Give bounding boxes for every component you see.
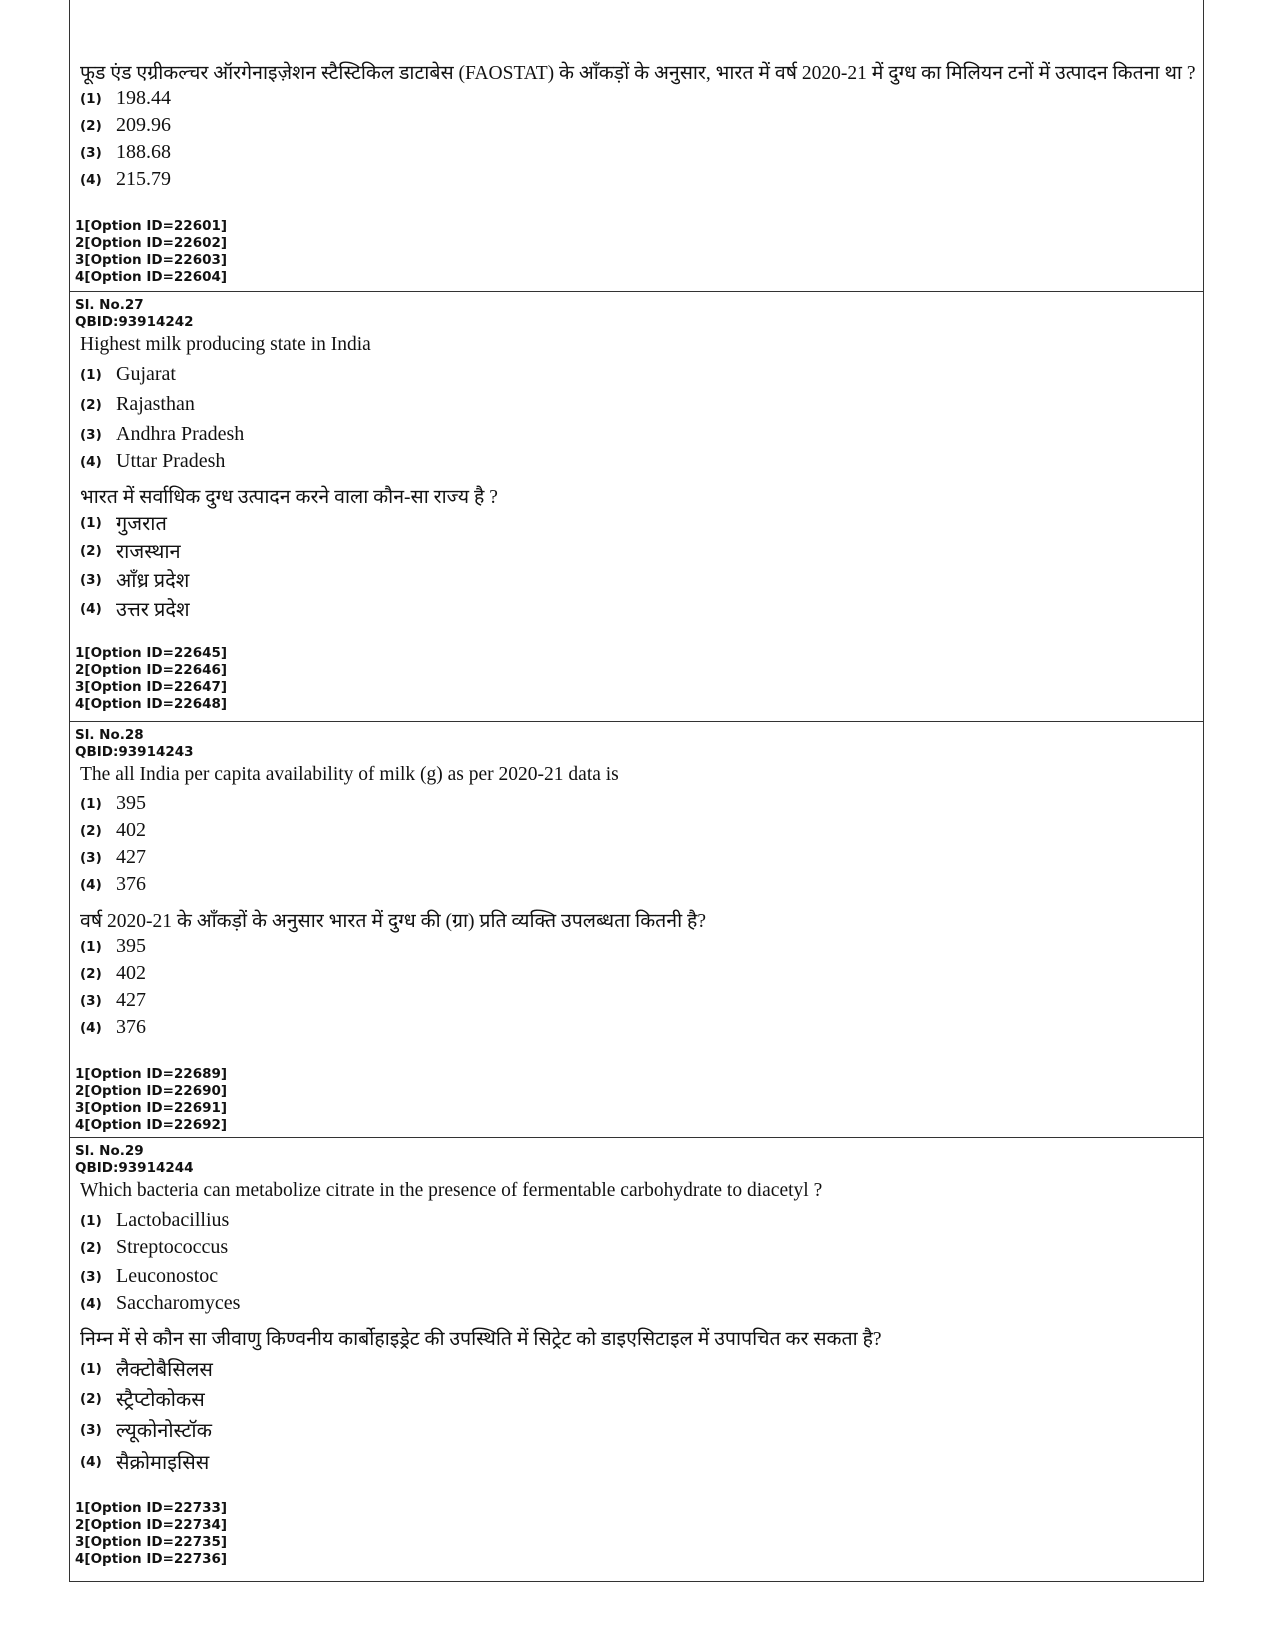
option-number: (3) [80,849,102,866]
option-4 [80,1448,209,1476]
option-number: (4) [80,876,102,893]
option-text: Saccharomyces [116,1292,241,1314]
option-2 [80,114,171,142]
option-4 [80,1292,240,1320]
option-text: 427 [116,989,146,1011]
option-id-list [75,218,227,286]
option-text: Rajasthan [116,393,195,415]
option-number: (4) [80,1453,102,1470]
option-number: (1) [80,1212,102,1229]
question-meta [75,727,194,761]
option-id: 1[Option ID=22601] [75,218,228,234]
question-text-hindi: भारत में सर्वाधिक दुग्ध उत्पादन करने वाला कौन-सा राज्य है ? [80,487,498,508]
option-id: 2[Option ID=22690] [75,1083,228,1099]
option-text: Andhra Pradesh [116,423,245,445]
option-text: लैक्टोबैसिलस [116,1359,213,1381]
option-text: Gujarat [116,363,176,385]
option-text: 376 [116,1016,146,1038]
option-number: (4) [80,600,102,617]
option-4 [80,595,190,623]
option-text: सैक्रोमाइसिस [116,1452,210,1474]
question-text-hindi: फूड एंड एग्रीकल्चर ऑरगेनाइज़ेशन स्टैस्टिकिल डाटाबेस (FAOSTAT) के आँकड़ों के अनुसार, भारत में वर्ष 2020-21 में दुग्ध का मिलियन टनों में उत्पादन कितना था ? [80,63,1196,84]
option-number: (4) [80,171,102,188]
question-text-english: Highest milk producing state in India [80,334,371,355]
option-number: (2) [80,1239,102,1256]
option-text: Leuconostoc [116,1265,219,1287]
option-text: 395 [116,935,146,957]
option-text: 198.44 [116,87,171,109]
question-text-hindi: निम्न में से कौन सा जीवाणु किण्वनीय कार्बोहाइड्रेट की उपस्थिति में सिट्रेट को डाइएसिटाइल में उपापचित कर सकता है? [80,1329,882,1350]
option-4 [80,1016,146,1044]
option-1 [80,1209,229,1237]
option-1 [80,1355,213,1383]
option-text: राजस्थान [116,541,181,563]
option-number: (3) [80,992,102,1009]
option-number: (1) [80,938,102,955]
option-3 [80,846,146,874]
option-id-list [75,645,227,713]
serial-number: Sl. No.28 [75,727,144,743]
option-text: Lactobacillius [116,1209,230,1231]
option-id: 2[Option ID=22602] [75,235,228,251]
option-2 [80,962,146,990]
option-number: (4) [80,453,102,470]
option-number: (2) [80,396,102,413]
option-id: 4[Option ID=22604] [75,269,228,285]
option-id: 3[Option ID=22691] [75,1100,228,1116]
option-id: 1[Option ID=22733] [75,1500,228,1516]
option-number: (4) [80,1019,102,1036]
option-id: 2[Option ID=22734] [75,1517,228,1533]
option-text: 209.96 [116,114,171,136]
qbid: QBID:93914244 [75,1160,194,1176]
option-2 [80,819,146,847]
option-number: (3) [80,1421,102,1438]
serial-number: Sl. No.29 [75,1143,144,1159]
option-number: (2) [80,822,102,839]
option-text: ल्यूकोनोस्टॉक [116,1420,212,1442]
option-text: स्ट्रैप्टोकोकस [116,1389,205,1411]
option-id: 4[Option ID=22692] [75,1117,228,1133]
option-id-list [75,1066,227,1134]
option-id: 1[Option ID=22689] [75,1066,228,1082]
option-number: (1) [80,1360,102,1377]
option-number: (2) [80,1390,102,1407]
option-2 [80,537,181,565]
qbid: QBID:93914243 [75,744,194,760]
option-number: (3) [80,426,102,443]
option-4 [80,168,171,196]
option-3 [80,989,146,1017]
option-number: (1) [80,90,102,107]
option-4 [80,450,225,478]
qbid: QBID:93914242 [75,314,194,330]
option-3 [80,423,244,451]
option-1 [80,935,146,963]
option-text: 188.68 [116,141,171,163]
option-1 [80,87,171,115]
question-meta [75,1143,194,1177]
option-number: (4) [80,1295,102,1312]
option-text: 427 [116,846,146,868]
option-3 [80,141,171,169]
option-2 [80,1236,228,1264]
question-meta [75,297,194,331]
question-text-english: The all India per capita availability of milk (g) as per 2020-21 data is [80,764,619,785]
question-block-26 [70,0,1203,292]
option-text: 395 [116,792,146,814]
option-id: 3[Option ID=22735] [75,1534,228,1550]
option-id: 1[Option ID=22645] [75,645,228,661]
option-4 [80,873,146,901]
option-3 [80,566,189,594]
option-number: (1) [80,514,102,531]
option-1 [80,792,146,820]
option-number: (3) [80,144,102,161]
option-number: (2) [80,965,102,982]
option-2 [80,393,195,421]
option-text: उत्तर प्रदेश [116,599,190,621]
option-id-list [75,1500,227,1568]
option-text: 376 [116,873,146,895]
option-id: 4[Option ID=22648] [75,696,228,712]
option-text: 215.79 [116,168,171,190]
option-id: 2[Option ID=22646] [75,662,228,678]
question-paper-page [69,0,1204,1582]
option-text: 402 [116,962,146,984]
option-number: (2) [80,542,102,559]
option-1 [80,509,167,537]
option-3 [80,1265,218,1293]
option-number: (3) [80,1268,102,1285]
option-number: (1) [80,366,102,383]
option-number: (3) [80,571,102,588]
question-block-29 [70,1138,1203,1582]
option-text: गुजरात [116,513,167,535]
question-text-english: Which bacteria can metabolize citrate in the presence of fermentable carbohydrate to diacetyl ? [80,1180,823,1201]
option-text: Streptococcus [116,1236,229,1258]
option-id: 3[Option ID=22603] [75,252,228,268]
option-2 [80,1385,205,1413]
question-block-28 [70,722,1203,1138]
question-text-hindi: वर्ष 2020-21 के आँकड़ों के अनुसार भारत में दुग्ध की (ग्रा) प्रति व्यक्ति उपलब्धता कितनी है? [80,911,707,932]
serial-number: Sl. No.27 [75,297,144,313]
option-text: Uttar Pradesh [116,450,226,472]
option-3 [80,1416,212,1444]
option-id: 3[Option ID=22647] [75,679,228,695]
option-text: आँध्र प्रदेश [116,570,190,592]
option-1 [80,363,176,391]
option-number: (1) [80,795,102,812]
option-text: 402 [116,819,146,841]
option-number: (2) [80,117,102,134]
option-id: 4[Option ID=22736] [75,1551,228,1567]
question-block-27 [70,292,1203,722]
